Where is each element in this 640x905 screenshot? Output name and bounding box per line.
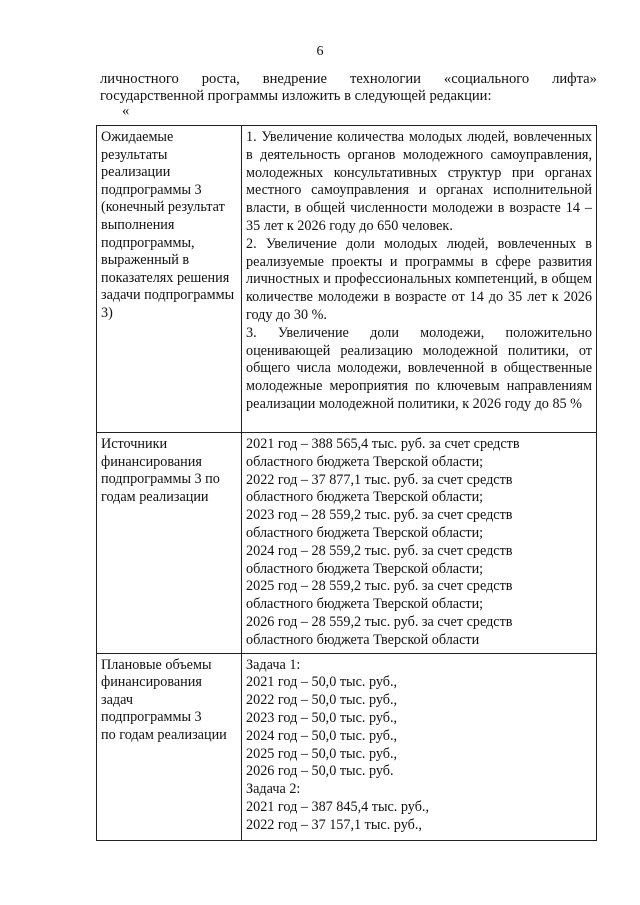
planned-line: Задача 1: [246, 656, 301, 673]
funding-line: областного бюджета Тверской области; [246, 596, 484, 613]
table-row-funding-sources [97, 433, 597, 654]
intro-line-1 [100, 71, 597, 88]
planned-label-line: Плановые объемы [101, 656, 212, 673]
planned-line: 2026 год – 50,0 тыс. руб. [246, 763, 394, 780]
subprogram-table [96, 125, 597, 841]
funding-line: областного бюджета Тверской области [246, 631, 480, 648]
row-content-funding-sources [242, 433, 597, 654]
funding-line: 2022 год – 37 877,1 тыс. руб. за счет средств [246, 471, 513, 488]
row-content-expected-results [242, 126, 597, 433]
intro-word: лифта» [552, 71, 597, 87]
planned-line: 2021 год – 387 845,4 тыс. руб., [246, 798, 430, 815]
planned-line: 2024 год – 50,0 тыс. руб., [246, 727, 398, 744]
row-content-planned-volumes [242, 653, 597, 840]
table-row-planned-volumes [97, 653, 597, 840]
intro-word: внедрение [262, 71, 328, 87]
row-label-planned-volumes [97, 653, 242, 840]
row-label-expected-results: Ожидаемые результаты реализации подпрограммы 3 (конечный результат выполнения подпрограммы, выраженный в показателях решения задачи подпрограммы 3) [97, 126, 242, 433]
funding-line: 2025 год – 28 559,2 тыс. руб. за счет средств [246, 578, 513, 595]
result-item-3: 3. Увеличение доли молодежи, положительно оценивающей реализацию молодежной политики, от общего числа молодежи, вовлеченной в общественные молодежные мероприятия по ключевым направлениям реализации молодежной политики, к 2026 году до 85 % [246, 324, 592, 412]
funding-line: 2024 год – 28 559,2 тыс. руб. за счет средств [246, 542, 513, 559]
row-label-funding-sources: Источники финансирования подпрограммы 3 по годам реализации [97, 433, 242, 654]
funding-line: 2021 год – 388 565,4 тыс. руб. за счет средств [246, 436, 520, 452]
intro-text [100, 71, 597, 105]
planned-line: 2023 год – 50,0 тыс. руб., [246, 709, 398, 726]
intro-line-2: государственной программы изложить в следующей редакции: [100, 88, 492, 104]
page-number: 6 [316, 44, 324, 59]
opening-quote: « [122, 103, 130, 119]
funding-line: областного бюджета Тверской области; [246, 453, 484, 470]
planned-line: 2022 год – 50,0 тыс. руб., [246, 692, 398, 709]
funding-line: 2023 год – 28 559,2 тыс. руб. за счет средств [246, 507, 513, 524]
result-item-2: 2. Увеличение доли молодых людей, вовлеченных в реализуемые проекты и программы в сфере развития личностных и профессиональных компетенций, в общем количестве молодежи в возрасте от 14 до 35 лет к 2026 году до 30 %. [246, 235, 592, 323]
funding-line: областного бюджета Тверской области; [246, 524, 484, 541]
planned-line: 2025 год – 50,0 тыс. руб., [246, 745, 398, 762]
intro-word: технологии [349, 71, 421, 87]
funding-line: областного бюджета Тверской области; [246, 560, 484, 577]
intro-word: «социального [443, 71, 530, 87]
funding-line: областного бюджета Тверской области; [246, 489, 484, 506]
planned-label-line: подпрограммы 3 [101, 709, 202, 726]
planned-label-line: финансирования [101, 674, 202, 691]
intro-word: роста, [201, 71, 240, 87]
planned-label-line: задач [101, 691, 133, 708]
intro-word: личностного [100, 71, 179, 87]
funding-line: 2026 год – 28 559,2 тыс. руб. за счет средств [246, 613, 513, 630]
result-item-1: 1. Увеличение количества молодых людей, вовлеченных в деятельность органов молодежного самоуправления, молодежных консультативных структур при органах местного самоуправления и органах исполнительной власти, в общей численности молодежи в возрасте 14 – 35 лет к 2026 году до 650 человек. [246, 129, 592, 234]
planned-line: Задача 2: [246, 781, 301, 798]
planned-line: 2022 год – 37 157,1 тыс. руб., [246, 816, 422, 833]
table-row-expected-results [97, 126, 597, 433]
planned-label-line: по годам реализации [101, 726, 227, 743]
planned-line: 2021 год – 50,0 тыс. руб., [246, 674, 398, 691]
